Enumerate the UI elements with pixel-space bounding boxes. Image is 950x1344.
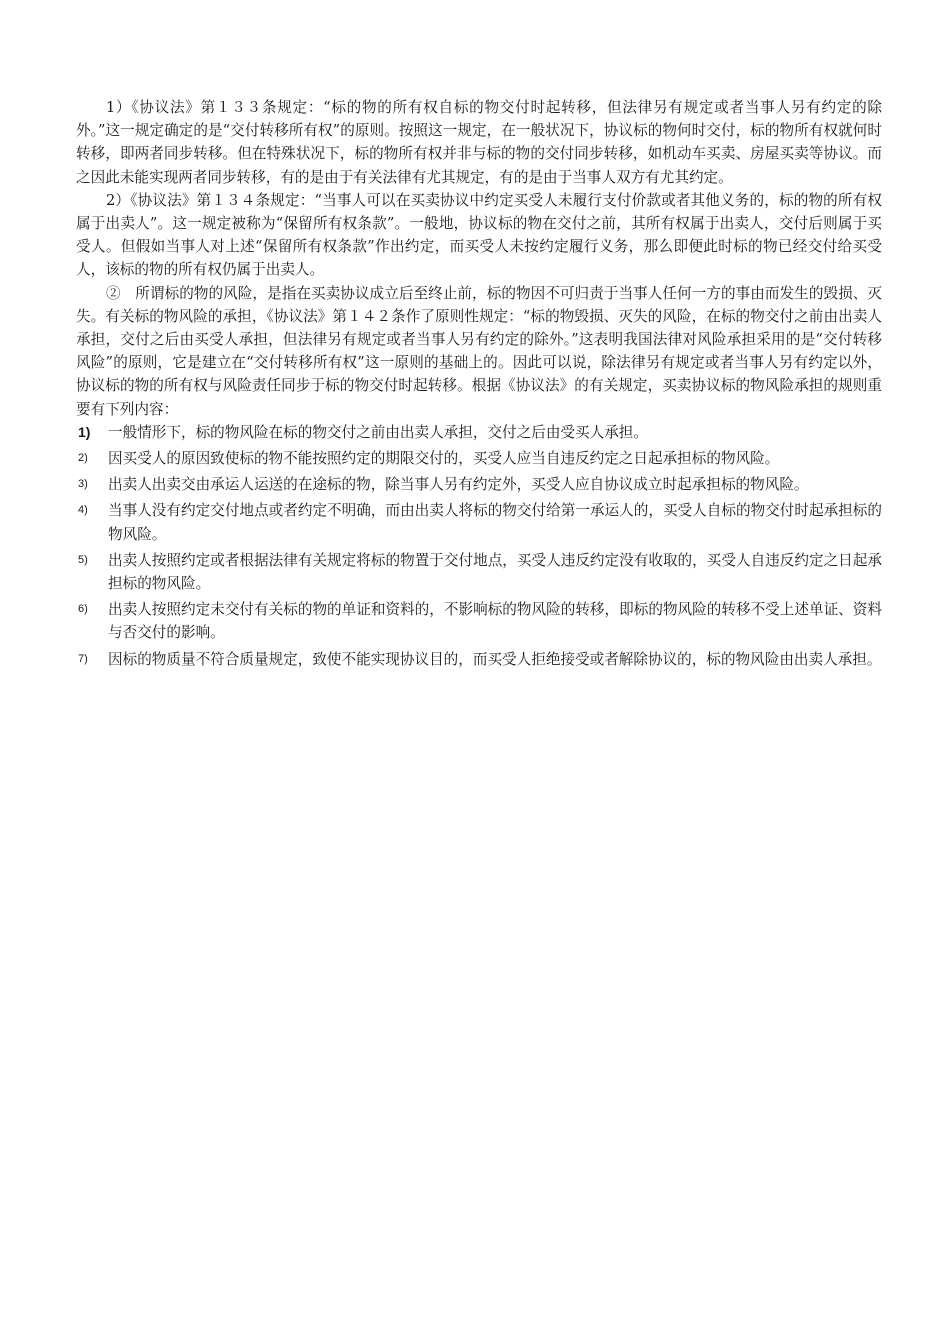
paragraph-retention-of-title: 2）《协议法》第１３４条规定：“当事人可以在买卖协议中约定买受人未履行支付价款或者其他义务的，标的物的所有权属于出卖人”。这一规定被称为“保留所有权条款”。一般地，协议标的物在交付之前，其所有权属于出卖人，交付后则属于买受人。但假如当事人对上述“保留所有权条款”作出约定，而买受人未按约定履行义务，那么即便此时标的物已经交付给买受人，该标的物的所有权仍属于出卖人。 <box>76 191 882 279</box>
list-item-number: 2) <box>78 452 88 465</box>
list-item-text: 出卖人按照约定未交付有关标的物的单证和资料的，不影响标的物风险的转移，即标的物风险的转移不受上述单证、资料与否交付的影响。 <box>108 601 882 642</box>
list-item-number: 5) <box>78 553 88 566</box>
list-item-text: 出卖人按照约定或者根据法律有关规定将标的物置于交付地点，买受人违反约定没有收取的，买受人自违反约定之日起承担标的物风险。 <box>108 551 882 593</box>
list-item <box>76 549 882 595</box>
paragraph-risk-definition: ② 所谓标的物的风险，是指在买卖协议成立后至终止前，标的物因不可归责于当事人任何一方的事由而发生的毁损、灭失。有关标的物风险的承担，《协议法》第１４２条作了原则性规定：“标的物毁损、灭失的风险，在标的物交付之前由出卖人承担，交付之后由买受人承担，但法律另有规定或者当事人另有约定的除外。”这表明我国法律对风险承担采用的是“交付转移风险”的原则，它是建立在“交付转移所有权”这一原则的基础上的。因此可以说，除法律另有规定或者当事人另有约定以外，协议标的物的所有权与风险责任同步于标的物交付时起转移。根据《协议法》的有关规定，买卖协议标的物风险承担的规则重要有下列内容： <box>76 284 882 418</box>
list-item <box>76 473 882 496</box>
list-item-text: 出卖人出卖交由承运人运送的在途标的物，除当事人另有约定外，买受人应自协议成立时起承担标的物风险。 <box>108 476 809 494</box>
list-item-text: 一般情形下，标的物风险在标的物交付之前由出卖人承担，交付之后由受买人承担。 <box>108 423 648 441</box>
list-item-number: 6) <box>78 603 88 616</box>
risk-rules-list <box>76 421 882 671</box>
list-item-number: 4) <box>78 504 88 517</box>
list-item <box>76 499 882 545</box>
list-item-text: 因买受人的原因致使标的物不能按照约定的期限交付的，买受人应当自违反约定之日起承担标的物风险。 <box>108 450 780 468</box>
list-item-text: 当事人没有约定交付地点或者约定不明确，而由出卖人将标的物交付给第一承运人的，买受人自标的物交付时起承担标的物风险。 <box>108 502 882 543</box>
list-item-text: 因标的物质量不符合质量规定，致使不能实现协议目的，而买受人拒绝接受或者解除协议的，标的物风险由出卖人承担。 <box>108 650 882 668</box>
list-item <box>76 648 882 671</box>
list-item-number: 1) <box>78 423 91 440</box>
list-item <box>76 598 882 644</box>
list-item-number: 3) <box>78 478 88 491</box>
list-item <box>76 447 882 470</box>
paragraph-ownership-transfer: 1）《协议法》第１３３条规定：“标的物的所有权自标的物交付时起转移，但法律另有规定或者当事人另有约定的除外。”这一规定确定的是“交付转移所有权”的原则。按照这一规定，在一般状况下，协议标的物何时交付，标的物所有权就何时转移，即两者同步转移。但在特殊状况下，标的物所有权并非与标的物的交付同步转移，如机动车买卖、房屋买卖等协议。而之因此未能实现两者同步转移，有的是由于有关法律有尤其规定，有的是由于当事人双方有尤其约定。 <box>76 99 882 186</box>
list-item-number: 7) <box>78 652 88 665</box>
document-page <box>76 96 882 674</box>
list-item <box>76 421 882 444</box>
